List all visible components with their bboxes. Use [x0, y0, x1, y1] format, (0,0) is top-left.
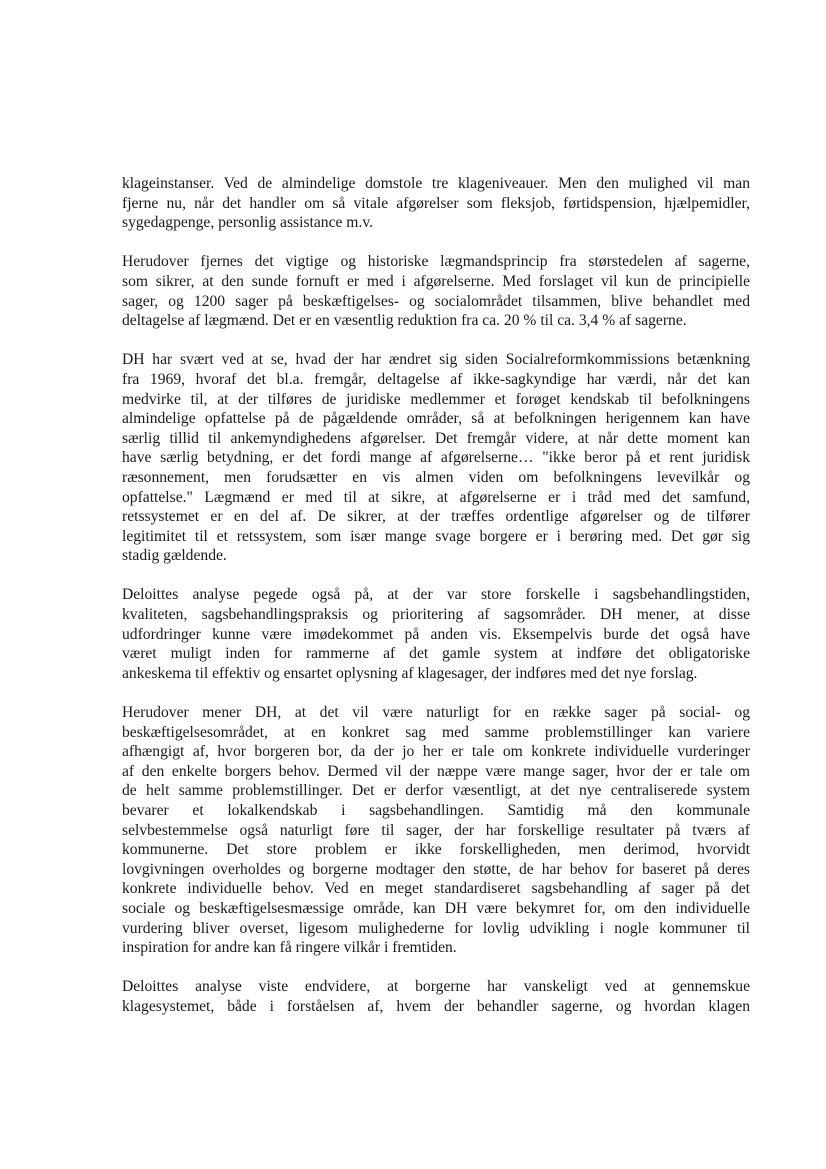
- text-line: deltagelse af lægmænd. Det er en væsentlig reduktion fra ca. 20 % til ca. 3,4 % af sagerne.: [122, 312, 687, 330]
- paragraph: [122, 703, 750, 958]
- text-line: opfattelse." Lægmænd er med til at sikre, at afgørelserne er i tråd med det samfund,: [122, 488, 750, 506]
- text-line: sociale og beskæftigelsesmæssige område, kan DH være bekymret for, om den individuelle: [122, 899, 750, 917]
- text-line: medvirke til, at der tilføres de juridiske medlemmer et forøget kendskab til befolkningens: [122, 390, 750, 408]
- text-line: konkrete individuelle behov. Ved en meget standardiseret sagsbehandling af sager på det: [122, 880, 750, 898]
- text-line: særlig tillid til ankemyndighedens afgørelser. Det fremgår videre, at når dette moment kan: [122, 429, 750, 447]
- text-line: stadig gældende.: [122, 547, 227, 565]
- text-line: kvaliteten, sagsbehandlingspraksis og prioritering af sagsområder. DH mener, at disse: [122, 606, 750, 624]
- paragraph: [122, 977, 750, 1016]
- text-line: fjerne nu, når det handler om så vitale afgørelser som fleksjob, førtidspension, hjælpemidler,: [122, 194, 750, 212]
- text-line: Deloittes analyse pegede også på, at der var store forskelle i sagsbehandlingstiden,: [122, 586, 750, 604]
- text-line: udfordringer kunne være imødekommet på anden vis. Eksempelvis burde det også have: [122, 625, 750, 643]
- text-line: inspiration for andre kan få ringere vilkår i fremtiden.: [122, 939, 457, 957]
- text-line: som sikrer, at den sunde fornuft er med i afgørelserne. Med forslaget vil kun de principielle: [122, 272, 750, 290]
- text-line: have særlig betydning, er det fordi mange af afgørelserne… "ikke beror på et rent juridisk: [122, 449, 750, 467]
- text-line: af den enkelte borgers behov. Dermed vil der næppe være mange sager, hvor der er tale om: [122, 762, 750, 780]
- text-line: kommunerne. Det store problem er ikke forskelligheden, men derimod, hvorvidt: [122, 841, 750, 859]
- document-body: [122, 174, 750, 1036]
- text-line: ræsonnement, men forudsætter en vis almen viden om befolkningens levevilkår og: [122, 468, 750, 486]
- text-line: bevarer et lokalkendskab i sagsbehandlingen. Samtidig må den kommunale: [122, 802, 750, 819]
- text-line: klagesystemet, både i forståelsen af, hvem der behandler sagerne, og hvordan klagen: [122, 997, 750, 1015]
- text-line: beskæftigelsesområdet, at en konkret sag med samme problemstillinger kan variere: [122, 723, 750, 741]
- text-line: retssystemet er en del af. De sikrer, at der træffes ordentlige afgørelser og de tilfører: [122, 508, 750, 526]
- text-line: vurdering bliver overset, ligesom mulighederne for lovlig udvikling i nogle kommuner til: [122, 919, 750, 937]
- text-line: været muligt inden for rammerne af det gamle system at indføre det obligatoriske: [122, 645, 750, 663]
- text-line: lovgivningen overholdes og borgerne modtager den støtte, de har behov for baseret på deres: [122, 860, 750, 878]
- text-line: selvbestemmelse også naturligt føre til sager, der har forskellige resultater på tværs af: [122, 821, 750, 839]
- paragraph: [122, 585, 750, 683]
- text-line: sager, og 1200 sager på beskæftigelses- og socialområdet tilsammen, blive behandlet med: [122, 292, 750, 310]
- text-line: Herudover mener DH, at det vil være naturligt for en række sager på social- og: [122, 704, 750, 722]
- text-line: afhængigt af, hvor borgeren bor, da der jo her er tale om konkrete individuelle vurderinger: [122, 743, 750, 761]
- text-line: klageinstanser. Ved de almindelige domstole tre klageniveauer. Men den mulighed vil man: [122, 175, 750, 192]
- text-line: sygedagpenge, personlig assistance m.v.: [122, 214, 374, 232]
- text-line: fra 1969, hvoraf det bl.a. fremgår, deltagelse af ikke-sagkyndige har værdi, når det kan: [122, 370, 750, 388]
- paragraph: [122, 174, 750, 233]
- text-line: almindelige opfattelse på de pågældende områder, så at befolkningen herigennem kan have: [122, 410, 750, 428]
- text-line: de helt samme problemstillinger. Det er derfor væsentligt, at det nye centraliserede system: [122, 782, 750, 800]
- text-line: Deloittes analyse viste endvidere, at borgerne har vanskeligt ved at gennemskue: [122, 978, 750, 996]
- text-line: legitimitet til et retssystem, som især mange svage borgere er i berøring med. Det gør sig: [122, 527, 750, 545]
- text-line: ankeskema til effektiv og ensartet oplysning af klagesager, der indføres med det nye forslag.: [122, 664, 698, 682]
- text-line: DH har svært ved at se, hvad der har ændret sig siden Socialreformkommissions betænkning: [122, 351, 750, 369]
- text-line: Herudover fjernes det vigtige og historiske lægmandsprincip fra størstedelen af sagerne,: [122, 253, 750, 271]
- paragraph: [122, 350, 750, 566]
- paragraph: [122, 252, 750, 330]
